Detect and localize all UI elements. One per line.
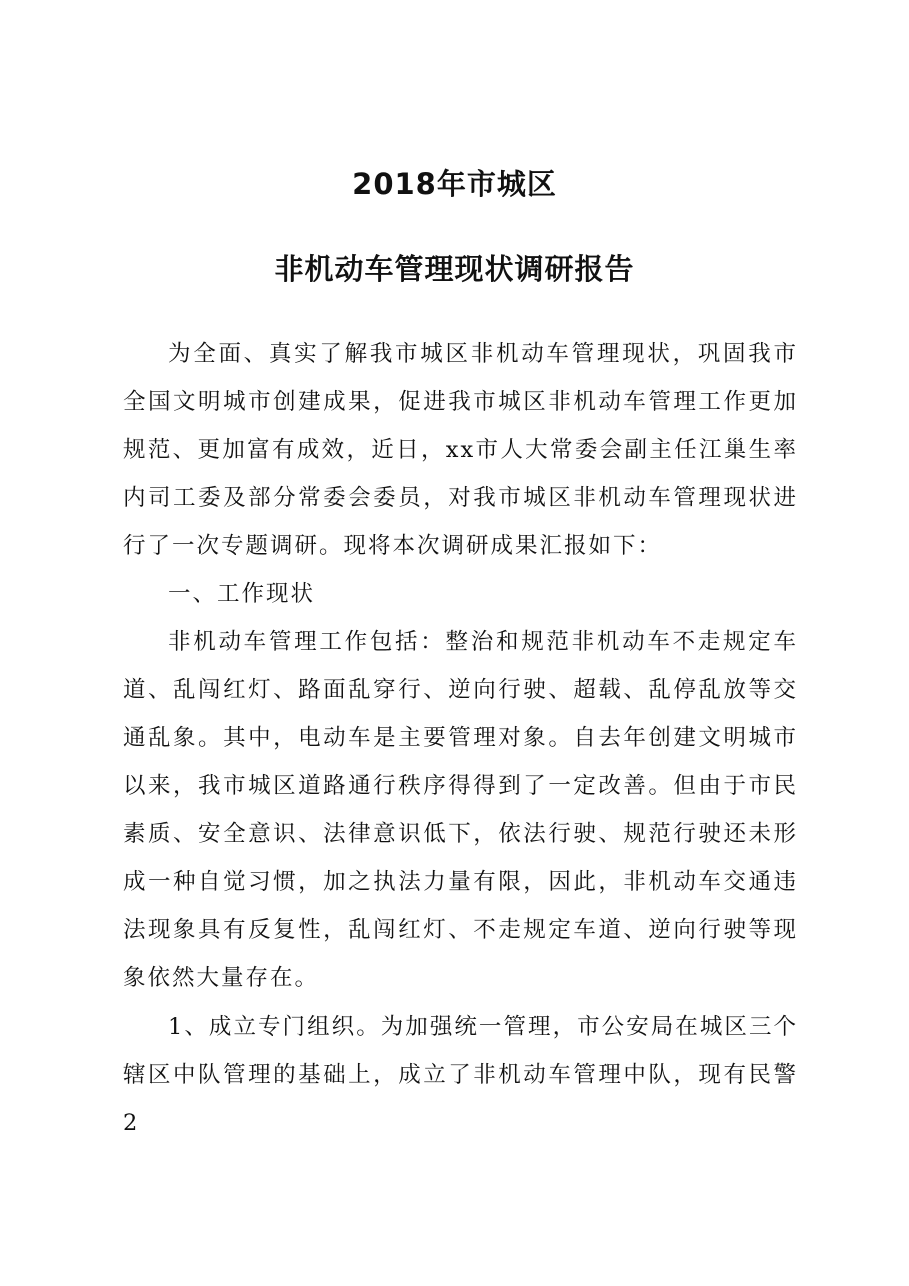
document-title-line1: 2018年市城区 bbox=[352, 167, 557, 201]
status-paragraph: 非机动车管理工作包括：整治和规范非机动车不走规定车道、乱闯红灯、路面乱穿行、逆向行驶、超载、乱停乱放等交通乱象。其中，电动车是主要管理对象。自去年创建文明城市以来，我市城区道路通行秩序得得到了一定改善。但由于市民素质、安全意识、法律意识低下，依法行驶、规范行驶还未形成一种自觉习惯，加之执法力量有限，因此，非机动车交通违法现象具有反复性，乱闯红灯、不走规定车道、逆向行驶等现象依然大量存在。 bbox=[123, 629, 798, 991]
document-title-line2: 非机动车管理现状调研报告 bbox=[274, 252, 635, 286]
item-paragraph: 1、成立专门组织。为加强统一管理，市公安局在城区三个辖区中队管理的基础上，成立了非机动车管理中队，现有民警2 bbox=[123, 1014, 798, 1136]
intro-paragraph: 为全面、真实了解我市城区非机动车管理现状，巩固我市全国文明城市创建成果，促进我市城区非机动车管理工作更加规范、更加富有成效，近日，xx市人大常委会副主任江巢生率内司工委及部分常委会委员，对我市城区非机动车管理现状进行了一次专题调研。现将本次调研成果汇报如下： bbox=[123, 341, 798, 559]
section-heading: 一、工作现状 bbox=[168, 581, 316, 607]
